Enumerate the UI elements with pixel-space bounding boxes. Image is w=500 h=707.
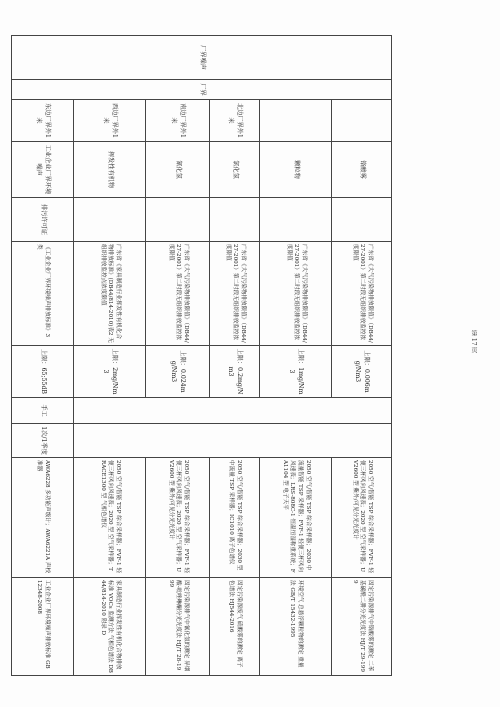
- gas-blank-cell: [260, 198, 332, 242]
- limit-cell: 上限：0.024mg/Nm3: [146, 346, 210, 398]
- equipment-cell: 2050 空气/智能 TSP 综合采样器；2030 型 中流量 TSP 采样器；IC1010 离子色谱仪: [210, 458, 260, 578]
- gas-manual-cell: [74, 398, 392, 424]
- equipment-cell: 2050 空气/智能 TSP 综合采样器；FVF-1 轻便三杯风向风速表；2020 型 空气采样器；UV2600 型 紫外/可见分光光度计: [332, 458, 392, 578]
- rotated-table-area: [12, 35, 392, 675]
- table-row: [146, 36, 210, 676]
- table-row: [210, 36, 260, 676]
- table-row: [12, 36, 74, 676]
- method-cell: 家具制造行业挥发性有机化合物排放标准 VOCs 监测方法 气相色谱法 DB 44/814-2010 附录 D: [74, 578, 146, 676]
- gas-frequency-cell: [74, 424, 392, 458]
- pollutant-cell: 颗粒物: [260, 142, 332, 198]
- monitoring-table-landscape: [12, 35, 392, 675]
- standard-cell: 广东省《大气污染物排放限值》（DB44/27-2001）第二时段无组织排放监控浓度限值: [260, 242, 332, 346]
- equipment-cell: AWA6228 多功能声级计；AWA6221A 声校准器: [12, 458, 74, 578]
- equipment-cell: 2050 空气/智能 TSP 综合采样器；FVF-1 轻便三杯风向风速表；2020 型 空气采样器；TRACE1300 型 气相色谱仪: [74, 458, 146, 578]
- table-row: [332, 36, 392, 676]
- point-cell: [332, 100, 392, 142]
- pollutant-cell: 氰化氢: [146, 142, 210, 198]
- monitoring-table: [11, 35, 392, 676]
- standard-cell: 广东省《大气污染物排放限值》（DB44/27-2001）第二时段无组织排放监控浓度限值: [332, 242, 392, 346]
- method-cell: 固定污染源排气中氰化氢的测定 异烟酸-吡唑啉酮分光光度法 HJ/T 28-1999: [146, 578, 210, 676]
- point-cell: 西边厂界外1米: [74, 100, 146, 142]
- point-cell: 东边厂界外1米: [12, 100, 74, 142]
- standard-cell: 《工业企业厂界环境噪声排放标准》3 类: [12, 242, 74, 346]
- noise-frequency-cell: 1次/1季度: [12, 424, 74, 458]
- gas-blank-cell: [74, 198, 146, 242]
- point-cell: [260, 100, 332, 142]
- point-cell: 南边厂界外1米: [146, 100, 210, 142]
- limit-cell: 上限：65;55dB: [12, 346, 74, 398]
- limit-cell: 上限：0.006mg/Nm3: [332, 346, 392, 398]
- pollutant-cell: 工业企业厂界环境噪声: [12, 142, 74, 198]
- gas-blank-cell: [210, 198, 260, 242]
- limit-cell: 上限：2mg/Nm3: [74, 346, 146, 398]
- equipment-cell: 2050 空气/智能 TSP 综合采样器；2030 中流量智能 TSP 采样器；FVF-1 轻便三杯风向风速表；LRS-808C-1 恒温恒湿称重系统；FA1104 型 电子天平: [260, 458, 332, 578]
- standard-cell: 广东省《大气污染物排放限值》（DB44/27-2001）第二时段无组织排放监控浓度限值: [210, 242, 260, 346]
- gas-blank-cell: [146, 198, 210, 242]
- pollutant-cell: 氯化氢: [210, 142, 260, 198]
- noise-manual-cell: 手工: [12, 398, 74, 424]
- method-cell: 固定污染源废气 硫酸雾的测定 离子色谱法 HJ544-2016: [210, 578, 260, 676]
- standard-cell: 广东省《大气污染物排放限值》（DB44/27-2001）第二时段无组织排放监控浓度限值: [146, 242, 210, 346]
- point-cell: 北边厂界外1米: [210, 100, 260, 142]
- noise-permit-cell: 排污许可证: [12, 198, 74, 242]
- location-group-cell: 厂界: [12, 80, 392, 100]
- equipment-cell: 2050 空气/智能 TSP 综合采样器；FVF-1 轻便三杯风向风速表；2020 型 空气采样器；UV2600 型 紫外/可见分光光度计: [146, 458, 210, 578]
- method-cell: 固定污染源排气中铬酸雾的测定 二苯基碳酰二肼分光光度法 HJ/T 29-1999: [332, 578, 392, 676]
- pollutant-cell: 铬酸雾: [332, 142, 392, 198]
- table-row: [260, 36, 332, 676]
- category-cell: 厂界噪声: [12, 36, 392, 80]
- limit-cell: 上限：0.2mg/Nm3: [210, 346, 260, 398]
- limit-cell: 上限：1mg/Nm3: [260, 346, 332, 398]
- method-cell: 环境空气 总悬浮颗粒物的测定 重量法 GB/T 15432-1995: [260, 578, 332, 676]
- page-number: 第 17 页: [470, 330, 477, 354]
- gas-blank-cell: [332, 198, 392, 242]
- pollutant-cell: 挥发性有机物: [74, 142, 146, 198]
- method-cell: 工业企业厂界环境噪声排放标准 GB 12348-2008: [12, 578, 74, 676]
- standard-cell: 广东省《家具制造行业挥发性有机化合物排放标准》(DB44/814-2010)表2 无组织排放监控点浓度限值: [74, 242, 146, 346]
- table-row: [74, 36, 146, 676]
